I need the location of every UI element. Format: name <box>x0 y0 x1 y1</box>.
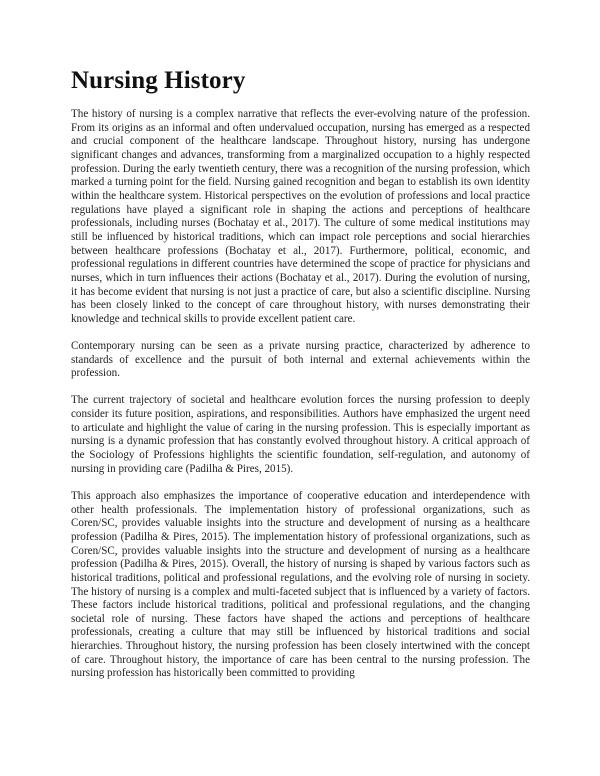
paragraph-current-trajectory: The current trajectory of societal and healthcare evolution forces the nursing profession to deeply consider its future position, aspirations, and responsibilities. Authors have emphasized the urgent need to articulate and highlight the value of caring in the nursing profession. This is especially important as nursing is a dynamic profession that has constantly evolved throughout history. A critical approach of the Sociology of Professions highlights the scientific foundation, self-regulation, and autonomy of nursing in providing care (Padilha & Pires, 2015). <box>71 394 530 475</box>
document-title: Nursing History <box>71 67 246 94</box>
document-page <box>71 66 530 695</box>
paragraph-history-overview: The history of nursing is a complex narrative that reflects the ever-evolving nature of the profession. From its origins as an informal and often undervalued occupation, nursing has emerged as a respected and crucial component of the healthcare landscape. Throughout history, nursing has undergone significant changes and advances, transforming from a marginalized occupation to a highly respected profession. During the early twentieth century, there was a recognition of the nursing profession, which marked a turning point for the field. Nursing gained recognition and began to establish its own identity within the healthcare system. Historical perspectives on the evolution of professions and local practice regulations have played a significant role in shaping the actions and perceptions of healthcare professionals, including nurses (Bochatay et al., 2017). The culture of some medical institutions may still be influenced by historical traditions, which can impact role perceptions and social hierarchies between healthcare professions (Bochatay et al., 2017). Furthermore, political, economic, and professional regulations in different countries have determined the scope of practice for physicians and nurses, which in turn influences their actions (Bochatay et al., 2017). During the evolution of nursing, it has become evident that nursing is not just a practice of care, but also a scientific discipline. Nursing has been closely linked to the concept of care throughout history, with nurses demonstrating their knowledge and technical skills to provide excellent patient care. <box>71 108 530 325</box>
paragraph-contemporary-nursing: Contemporary nursing can be seen as a private nursing practice, characterized by adherence to standards of excellence and the pursuit of both internal and external achievements within the profession. <box>71 340 530 380</box>
paragraph-cooperative-education: This approach also emphasizes the importance of cooperative education and interdependence with other health professionals. The implementation history of professional organizations, such as Coren/SC, provides valuable insights into the structure and development of nursing as a healthcare profession (Padilha & Pires, 2015). The implementation history of professional organizations, such as Coren/SC, provides valuable insights into the structure and development of nursing as a healthcare profession (Padilha & Pires, 2015). Overall, the history of nursing is shaped by various factors such as historical traditions, political and professional regulations, and the evolving role of nursing in society. The history of nursing is a complex and multi-faceted subject that is influenced by a variety of factors. These factors include historical traditions, political and professional regulations, and the changing societal role of nursing. These factors have shaped the actions and perceptions of healthcare professionals, creating a culture that may still be influenced by historical traditions and social hierarchies. Throughout history, the nursing profession has been closely intertwined with the concept of care. Throughout history, the importance of care has been central to the nursing profession. The nursing profession has historically been committed to providing <box>71 489 530 680</box>
